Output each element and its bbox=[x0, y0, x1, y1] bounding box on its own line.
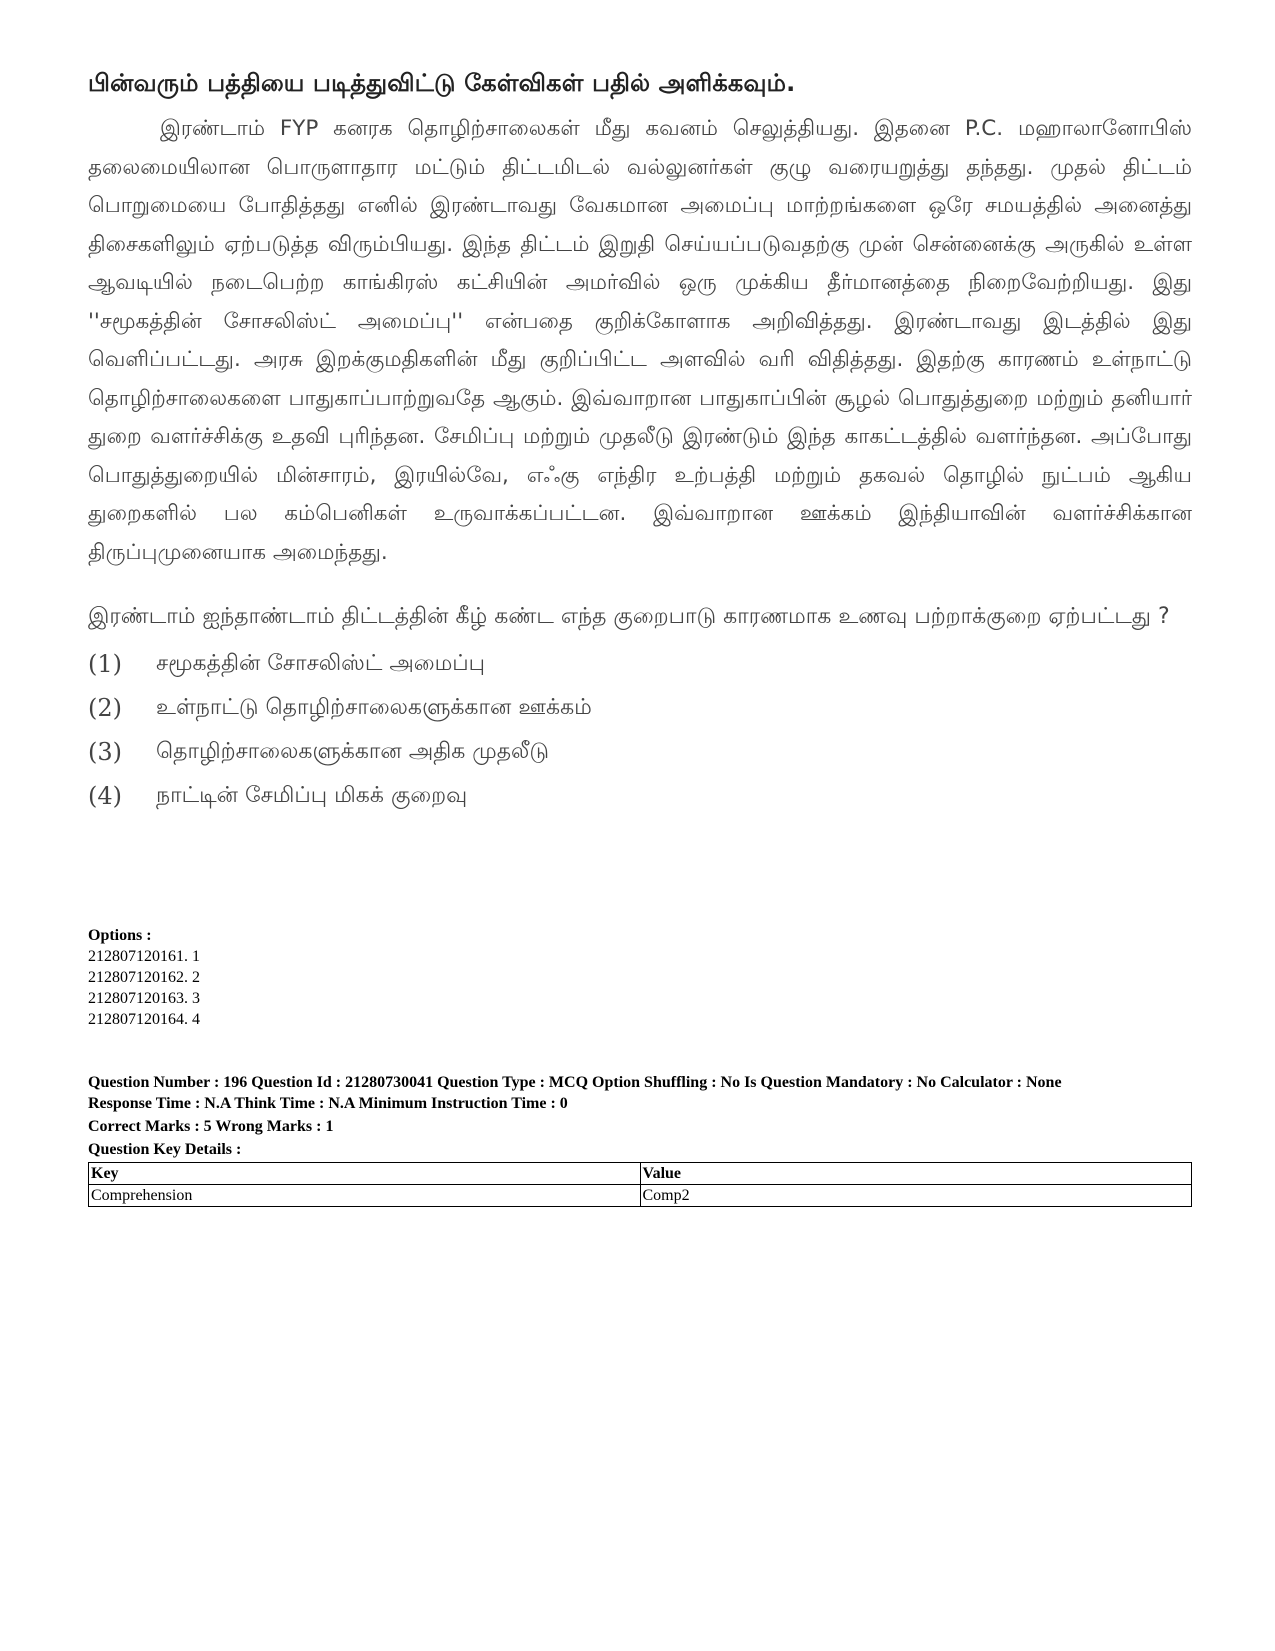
question-info-line2: Response Time : N.A Think Time : N.A Minimum Instruction Time : 0 bbox=[88, 1095, 568, 1112]
table-row bbox=[89, 1185, 1192, 1207]
choice-number: (3) bbox=[88, 738, 122, 766]
spacer bbox=[88, 1051, 1192, 1072]
marks-line: Correct Marks : 5 Wrong Marks : 1 bbox=[88, 1118, 334, 1135]
choice-1 bbox=[88, 642, 1192, 686]
table-header-row bbox=[89, 1163, 1192, 1185]
table-header-value: Value bbox=[640, 1163, 1192, 1185]
table-header-key: Key bbox=[89, 1163, 641, 1185]
choice-text: தொழிற்சாலைகளுக்கான அதிக முதலீடு bbox=[156, 739, 549, 764]
table-cell-key: Comprehension bbox=[89, 1185, 641, 1207]
option-item: 212807120161. 1 bbox=[88, 948, 200, 965]
instruction-text: பின்வரும் பத்தியை படித்துவிட்டு கேள்விகள் பதில் அளிக்கவும். bbox=[88, 69, 796, 97]
key-details-heading: Question Key Details : bbox=[88, 1141, 242, 1158]
choice-2 bbox=[88, 686, 1192, 730]
spacer bbox=[88, 1030, 1192, 1051]
question-metadata bbox=[88, 925, 1192, 1207]
option-item: 212807120162. 2 bbox=[88, 969, 200, 986]
choice-number: (4) bbox=[88, 782, 122, 810]
choice-3 bbox=[88, 730, 1192, 774]
choice-text: நாட்டின் சேமிப்பு மிகக் குறைவு bbox=[156, 783, 468, 808]
key-details-table bbox=[88, 1162, 1192, 1207]
options-heading: Options : bbox=[88, 927, 152, 944]
choice-number: (2) bbox=[88, 694, 122, 722]
choice-number: (1) bbox=[88, 650, 122, 678]
choice-4 bbox=[88, 774, 1192, 818]
comprehension-image bbox=[88, 60, 1192, 818]
option-item: 212807120163. 3 bbox=[88, 990, 200, 1007]
option-item: 212807120164. 4 bbox=[88, 1011, 200, 1028]
choice-text: உள்நாட்டு தொழிற்சாலைகளுக்கான ஊக்கம் bbox=[156, 695, 592, 720]
question-text: இரண்டாம் ஐந்தாண்டாம் திட்டத்தின் கீழ் கண்ட எந்த குறைபாடு காரணமாக உணவு பற்றாக்குறை ஏற்பட்டது ? bbox=[88, 604, 1170, 629]
question-info-line1: Question Number : 196 Question Id : 21280730041 Question Type : MCQ Option Shuffling : No Is Question Mandatory : No Calculator : None bbox=[88, 1074, 1062, 1091]
table-cell-value: Comp2 bbox=[640, 1185, 1192, 1207]
choice-text: சமூகத்தின் சோசலிஸ்ட் அமைப்பு bbox=[156, 651, 486, 676]
passage-text: இரண்டாம் FYP கனரக தொழிற்சாலைகள் மீது கவனம் செலுத்தியது. இதனை P.C. மஹாலானோபிஸ் தலைமையிலான பொருளாதார மட்டும் திட்டமிடல் வல்லுனர்கள் குழு வரையறுத்து தந்தது. முதல் திட்டம் பொறுமையை போதித்தது எனில் இரண்டாவது வேகமான அமைப்பு மாற்றங்களை ஒரே சமயத்தில் அனைத்து திசைகளிலும் ஏற்படுத்த விரும்பியது. இந்த திட்டம் இறுதி செய்யப்படுவதற்கு முன் சென்னைக்கு அருகில் உள்ள ஆவடியில் நடைபெற்ற காங்கிரஸ் கட்சியின் அமர்வில் ஒரு முக்கிய தீர்மானத்தை நிறைவேற்றியது. இது ''சமூகத்தின் சோசலிஸ்ட் அமைப்பு'' என்பதை குறிக்கோளாக அறிவித்தது. இரண்டாவது இடத்தில் இது வெளிப்பட்டது. அரசு இறக்குமதிகளின் மீது குறிப்பிட்ட அளவில் வரி விதித்தது. இதற்கு காரணம் உள்நாட்டு தொழிற்சாலைகளை பாதுகாப்பாற்றுவதே ஆகும். இவ்வாறான பாதுகாப்பின் சூழல் பொதுத்துறை மற்றும் தனியார் துறை வளர்ச்சிக்கு உதவி புரிந்தன. சேமிப்பு மற்றும் முதலீடு இரண்டும் இந்த காகட்டத்தில் வளர்ந்தன. அப்போது பொதுத்துறையில் மின்சாரம், இரயில்வே, எஃகு எந்திர உற்பத்தி மற்றும் தகவல் தொழில் நுட்பம் ஆகிய துறைகளில் பல கம்பெனிகள் உருவாக்கப்பட்டன. இவ்வாறான ஊக்கம் இந்தியாவின் வளர்ச்சிக்கான திருப்புமுனையாக அமைந்தது. bbox=[88, 116, 1192, 565]
